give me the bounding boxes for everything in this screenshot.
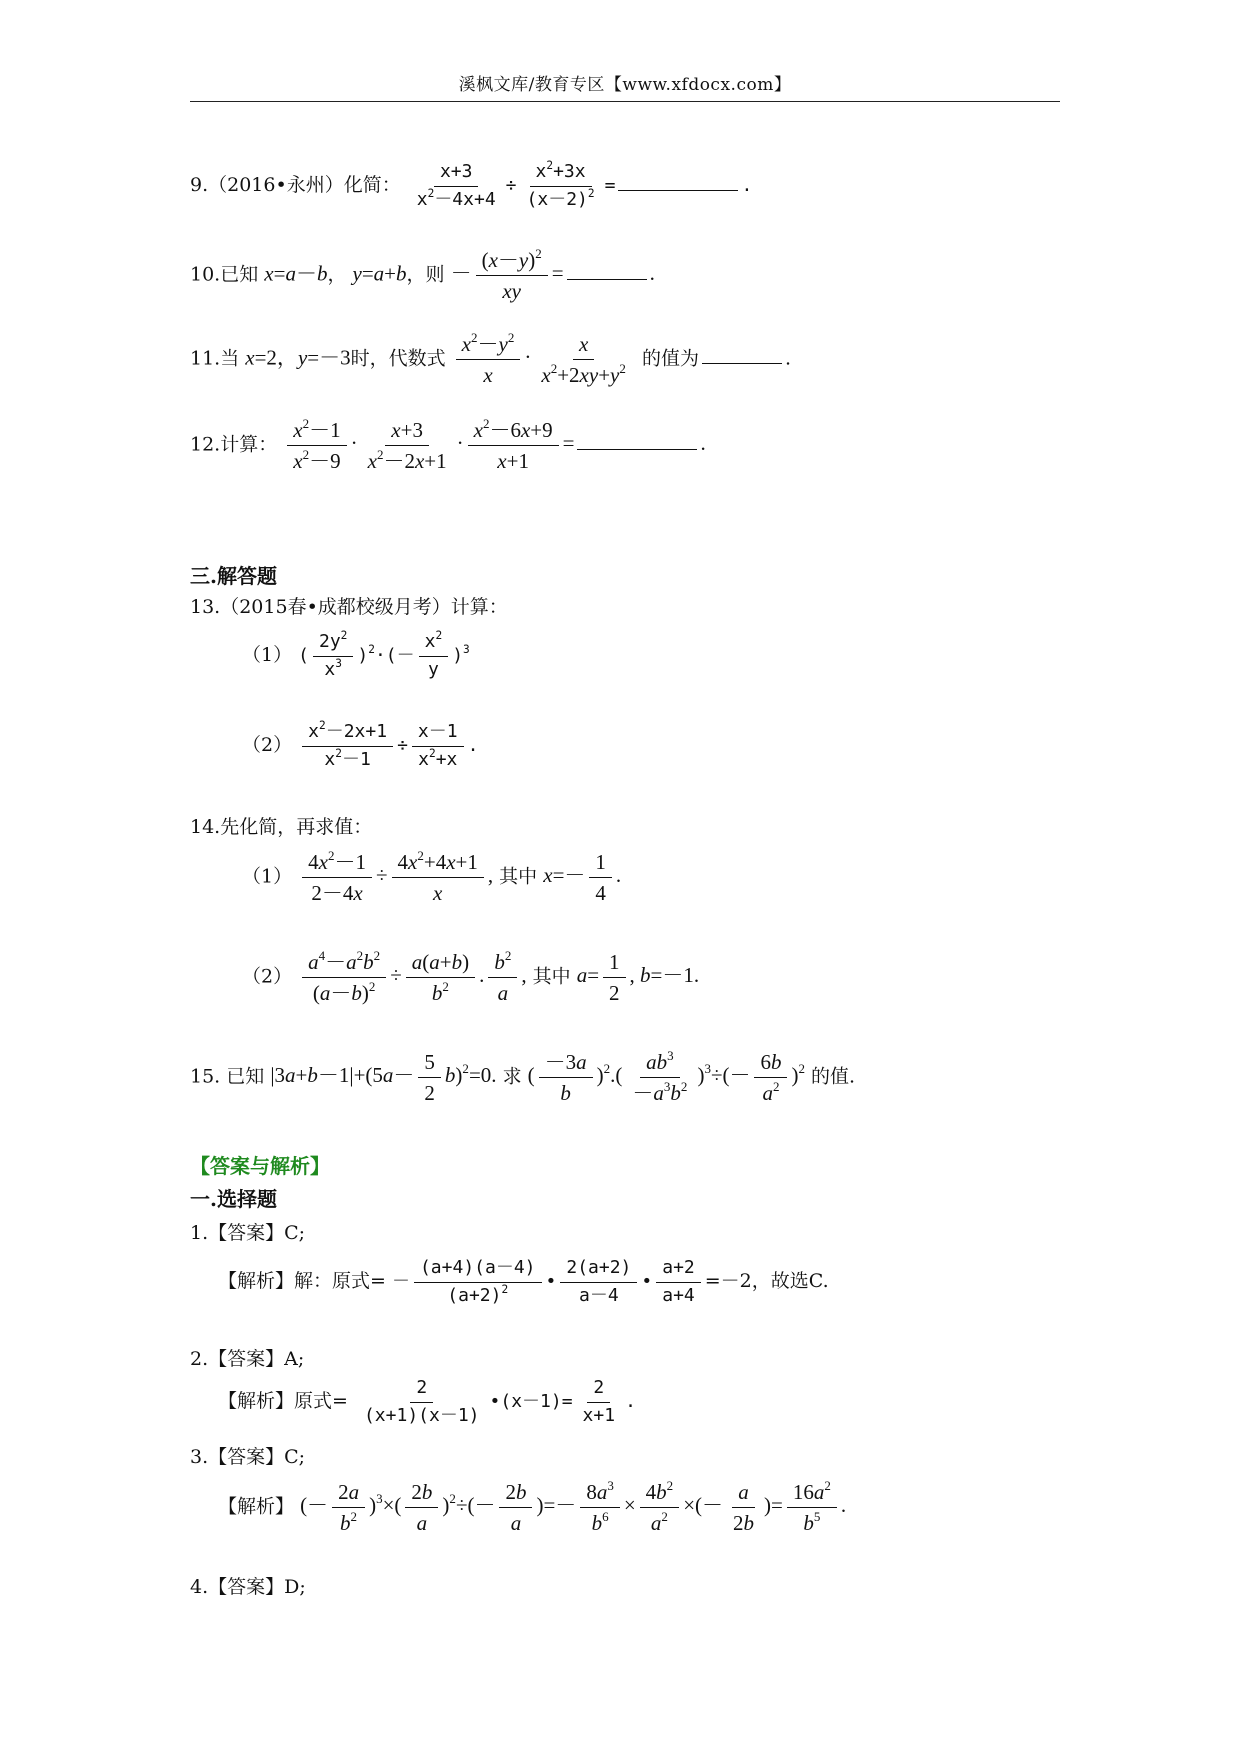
answer-3-label: 3.【答案】C; xyxy=(190,1446,306,1468)
question-13-part-2-label: （2） xyxy=(242,734,293,757)
question-10-condition: x xyxy=(264,261,274,286)
question-14-part-2-where: 其中 xyxy=(532,965,571,988)
answer-1-explanation xyxy=(218,1258,829,1306)
question-10-expression: － $\frac{(x-y)^2}{xy}$ = . xyxy=(450,245,655,304)
answer-3-explanation xyxy=(218,1477,847,1536)
question-12 xyxy=(190,415,706,474)
question-10: 10.已知 x=a－b， y=a+b，则 － $\frac{(x-y)^2}{xy}$ = . xyxy=(190,245,655,304)
question-14-part-1 xyxy=(242,847,622,906)
question-14-part-2-expression: $\frac{a^4-a^2b^2}{(a-b)^2}$ ÷ $\frac{a(a+b)}{b^2}$ . $\frac{b^2}{a}$ , xyxy=(298,963,526,987)
answer-1-label: 1.【答案】C; xyxy=(190,1222,306,1244)
question-14: 14.先化简，再求值： xyxy=(190,816,373,838)
question-10-label: 10.已知 xyxy=(190,263,259,286)
question-12-expression: $\frac{x^2-1}{x^2-9}$ · $\frac{x+3}{x^2-2x+1}$ · $\frac{x^2-6x+9}{x+1}$ = . xyxy=(283,431,705,455)
answer-1-expression: － $\frac{(a+4)(a-4)}{(a+2)^2}$ • $\frac{2(a+2)}{a-4}$ • $\frac{a+2}{a+4}$ xyxy=(392,1271,705,1292)
question-13-part-1-label: （1） xyxy=(242,644,293,667)
question-15-condition: |3a+b－1|+(5a－ $\frac{5}{2}$ b)$^2$=0. xyxy=(270,1050,497,1106)
question-13-part-2 xyxy=(242,719,479,770)
question-13-part-2-expression: $\frac{x^2-2x+1}{x^2-1}$ ÷ $\frac{x-1}{x^2+x}$ . xyxy=(298,735,478,756)
question-13: 13.（2015春•成都校级月考）计算： xyxy=(190,596,508,618)
question-15 xyxy=(190,1047,856,1106)
question-11: 11.当 x=2，y=－3时，代数式 $\frac{x^2-y^2}{x}$ · $\frac{x}{x^2+2xy+y^2}$ 的值为 . xyxy=(190,329,791,388)
question-9 xyxy=(190,159,753,210)
page-header: 溪枫文库/教育专区【www.xfdocx.com】 xyxy=(190,70,1060,102)
answers-section-1-title: 一.选择题 xyxy=(190,1187,277,1211)
question-11-suffix: 的值为 xyxy=(641,347,699,370)
question-15-label: 15. 已知 xyxy=(190,1065,265,1088)
question-14-part-1-where: 其中 xyxy=(499,865,538,888)
question-11-condition: x=2，y=－3 xyxy=(245,345,351,370)
question-14-part-1-value: x=－ $\frac{1}{4}$ . xyxy=(543,850,622,906)
question-15-suffix: 的值. xyxy=(811,1065,856,1088)
answers-title: 【答案与解析】 xyxy=(190,1154,330,1178)
question-13-part-1-expression: ( $\frac{2y^2}{x^3}$ )$^2$·(－ $\frac{x^2}{y}$ )$^3$ xyxy=(298,629,470,680)
question-15-expression: ( $\frac{-3a}{b}$ )$^2$.( $\frac{ab^3}{-a^3b^2}$ )$^3$÷(－ $\frac{6b}{a^2}$ )$^2$ xyxy=(527,1047,805,1106)
answer-1-result: =－2，故选C. xyxy=(704,1270,829,1293)
question-14-part-2 xyxy=(242,947,700,1006)
answer-2-explain-label: 【解析】原式= xyxy=(218,1390,348,1413)
answer-2-explanation xyxy=(218,1378,636,1426)
question-15-ask: 求 xyxy=(502,1065,522,1088)
question-14-part-2-label: （2） xyxy=(242,965,293,988)
answer-1-explain-label: 【解析】解：原式= xyxy=(218,1270,386,1293)
section-3-title: 三.解答题 xyxy=(190,564,277,588)
question-14-part-2-value: a= $\frac{1}{2}$ , b=－1. xyxy=(576,950,700,1006)
question-11-label: 11.当 xyxy=(190,347,240,370)
answer-3-explain-label: 【解析】 xyxy=(218,1495,295,1518)
question-9-label: 9.（2016•永州）化简： xyxy=(190,174,401,197)
question-11-expression: $\frac{x^2-y^2}{x}$ · $\frac{x}{x^2+2xy+y^2}$ xyxy=(452,345,636,369)
question-11-mid: 时，代数式 xyxy=(350,347,446,370)
question-14-part-1-label: （1） xyxy=(242,865,293,888)
question-12-label: 12.计算： xyxy=(190,433,278,456)
answer-2-label: 2.【答案】A; xyxy=(190,1348,305,1370)
answer-3-expression: (－ $\frac{2a}{b^2}$ )$^3$×( $\frac{2b}{a}$ )$^2$÷(－ $\frac{2b}{a}$ )=－ $\frac{8a^3}{b^6}$ × $\frac{4b^2}{a^2}$ ×(－ $\frac{a}{2b}$ )= $\frac{16a^2}{b^5}$ . xyxy=(300,1477,847,1536)
question-9-expression: $\frac{x+3}{x^2-4x+4}$ ÷ $\frac{x^2+3x}{(x-2)^2}$ = . xyxy=(416,159,753,210)
question-10-then: ，则 xyxy=(406,263,445,286)
answer-4-label: 4.【答案】D; xyxy=(190,1576,306,1598)
question-13-part-1 xyxy=(242,629,470,680)
question-14-part-1-expression: $\frac{4x^2-1}{2-4x}$ ÷ $\frac{4x^2+4x+1}{x}$ , xyxy=(298,863,493,887)
answer-2-expression: $\frac{2}{(x+1)(x-1)}$ •(x－1)= $\frac{2}{x+1}$ . xyxy=(363,1377,636,1426)
